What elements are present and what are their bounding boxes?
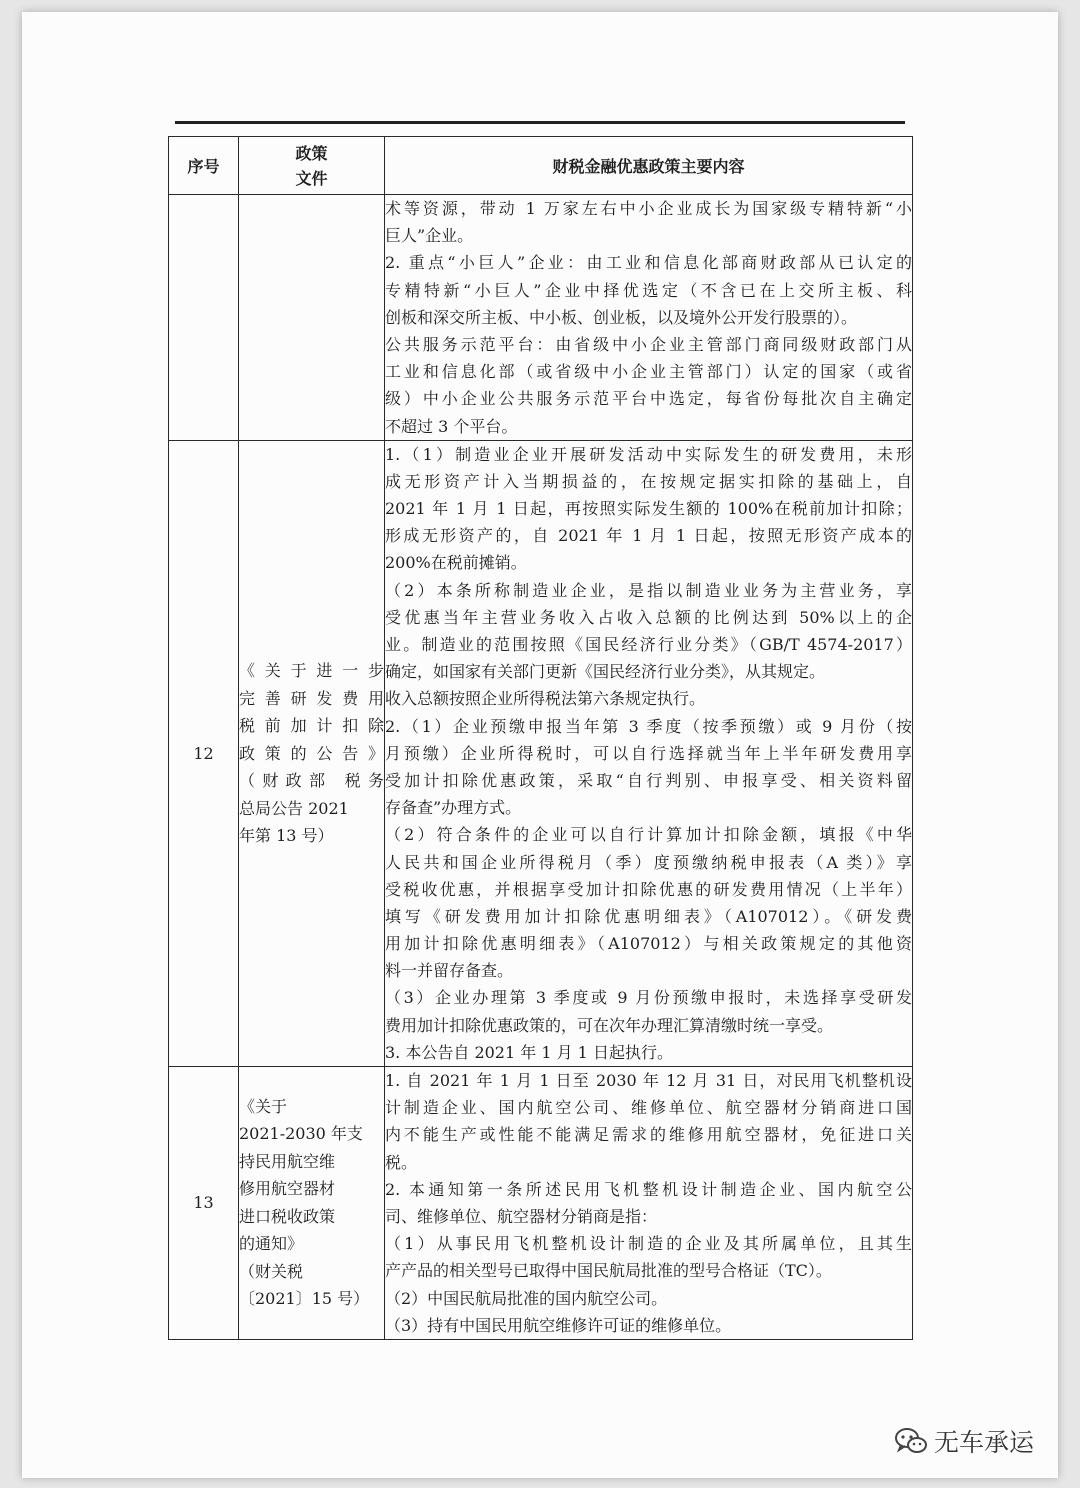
header-file-line: 文件	[295, 168, 328, 188]
content-line: 200%在税前摊销。	[385, 553, 527, 573]
policy-table	[168, 136, 913, 1340]
content-line: 级）中小企业公共服务示范平台中选定，每省份每批次自主确定	[385, 389, 912, 409]
policy-file-line: 《关于	[239, 1096, 288, 1116]
content-line: 专精特新“小巨人”企业中择优选定（不含已在上交所主板、科	[385, 280, 912, 300]
policy-file-line: 2021-2030 年支	[239, 1124, 363, 1144]
policy-file-line: 年第 13 号）	[239, 826, 334, 846]
content-line: 确定，如国家有关部门更新《国民经济行业分类》，从其规定。	[385, 662, 826, 682]
content-line: 受加计扣除优惠政策，采取“自行判别、申报享受、相关资料留	[385, 770, 912, 790]
policy-file-line: 政策的公告》	[239, 743, 384, 763]
content-line: 2. 重点“小巨人”企业：由工业和信息化部商财政部从已认定的	[385, 253, 912, 273]
content-line: 2021 年 1 月 1 日起，再按照实际发生额的 100%在税前加计扣除；	[385, 499, 912, 519]
policy-file-line: 完善研发费用	[239, 688, 384, 708]
content-line: （1）从事民用飞机整机设计制造的企业及其所属单位，且其生	[385, 1234, 912, 1254]
content-line: 填写《研发费用加计扣除优惠明细表》（A107012）。《研发费	[385, 906, 912, 926]
content-line: （2）本条所称制造业企业，是指以制造业业务为主营业务，享	[385, 580, 912, 600]
row-policy-file	[239, 440, 385, 1066]
table-row	[169, 195, 913, 441]
header-file-line: 政策	[295, 143, 328, 163]
content-line: 受优惠当年主营业务收入占收入总额的比例达到 50%以上的企	[385, 607, 912, 627]
content-line: 内不能生产或性能不能满足需求的维修用航空器材，免征进口关	[385, 1125, 912, 1145]
wechat-icon	[894, 1426, 928, 1456]
content-line: 税。	[385, 1152, 418, 1172]
content-line: （3）持有中国民用航空维修许可证的维修单位。	[385, 1315, 732, 1335]
row-seq	[169, 195, 239, 441]
content-line: 人民共和国企业所得税月（季）度预缴纳税申报表（A 类）》享	[385, 852, 912, 872]
content-line: 公共服务示范平台：由省级中小企业主管部门商同级财政部门从	[385, 334, 912, 354]
policy-file-line: 持民用航空维	[239, 1151, 336, 1171]
content-line: （2）中国民航局批准的国内航空公司。	[385, 1288, 668, 1308]
policy-file-line: 的通知》	[239, 1234, 304, 1254]
header-seq: 序号	[169, 137, 239, 195]
content-line: 1.（1）制造业企业开展研发活动中实际发生的研发费用，未形	[385, 444, 912, 464]
content-line: 存备查”办理方式。	[385, 798, 522, 818]
content-line: 2.（1）企业预缴申报当年第 3 季度（按季预缴）或 9 月份（按	[385, 716, 912, 736]
content-line: 受税收优惠，并根据享受加计扣除优惠的研发费用情况（上半年）	[385, 879, 912, 899]
content-line: （2）符合条件的企业可以自行计算加计扣除金额，填报《中华	[385, 825, 912, 845]
policy-file-line: （财政部 税务	[239, 771, 384, 791]
watermark	[894, 1424, 1034, 1458]
content-line: 费用加计扣除优惠政策的，可在次年办理汇算清缴时统一享受。	[385, 1015, 834, 1035]
content-line: 成无形资产计入当期损益的，在按规定据实扣除的基础上，自	[385, 471, 912, 491]
content-line: 术等资源，带动 1 万家左右中小企业成长为国家级专精特新“小	[385, 199, 912, 218]
policy-file-line: 《关于进一步	[239, 661, 384, 681]
content-line: 业。制造业的范围按照《国民经济行业分类》（GB/T 4574-2017）	[385, 635, 912, 654]
content-line: 收入总额按照企业所得税法第六条规定执行。	[385, 689, 706, 709]
table-row	[169, 440, 913, 1066]
content-line: 料一并留存备查。	[385, 961, 514, 981]
row-seq: 13	[169, 1067, 239, 1340]
content-line: （3）企业办理第 3 季度或 9 月份预缴申报时，未选择享受研发	[385, 988, 912, 1008]
table-row	[169, 1067, 913, 1340]
content-line: 不超过 3 个平台。	[385, 416, 518, 436]
content-line: 产产品的相关型号已取得中国民航局批准的型号合格证（TC）。	[385, 1261, 832, 1281]
content-line: 创板和深交所主板、中小板、创业板，以及境外公开发行股票的）。	[385, 307, 858, 327]
content-line: 计制造企业、国内航空公司、维修单位、航空器材分销商进口国	[385, 1098, 912, 1118]
top-rule	[175, 121, 905, 124]
content-line: 1. 自 2021 年 1 月 1 日至 2030 年 12 月 31 日，对民用飞机整机设	[385, 1071, 912, 1090]
content-line: 司、维修单位、航空器材分销商是指：	[385, 1206, 658, 1226]
row-content	[385, 440, 913, 1066]
content-line: 月预缴）企业所得税时，可以自行选择就当年上半年研发费用享	[385, 743, 912, 763]
row-policy-file	[239, 195, 385, 441]
table-header-row	[169, 137, 913, 195]
row-content	[385, 195, 913, 441]
policy-file-line: 税前加计扣除	[239, 716, 384, 736]
content-line: 工业和信息化部（或省级中小企业主管部门）认定的国家（或省	[385, 362, 912, 382]
content-line: 形成无形资产的，自 2021 年 1 月 1 日起，按照无形资产成本的	[385, 526, 912, 546]
policy-file-line: 〔2021〕15 号）	[239, 1289, 370, 1309]
header-file	[239, 137, 385, 195]
content-line: 2. 本通知第一条所述民用飞机整机设计制造企业、国内航空公	[385, 1179, 912, 1199]
content-line: 巨人”企业。	[385, 226, 474, 246]
watermark-text: 无车承运	[934, 1428, 1035, 1457]
policy-file-line: 进口税收政策	[239, 1206, 336, 1226]
header-content: 财税金融优惠政策主要内容	[385, 137, 913, 195]
content-line: 用加计扣除优惠明细表》（A107012）与相关政策规定的其他资	[385, 934, 912, 954]
row-seq: 12	[169, 440, 239, 1066]
policy-file-line: 修用航空器材	[239, 1179, 336, 1199]
row-policy-file	[239, 1067, 385, 1340]
row-content	[385, 1067, 913, 1340]
content-line: 3. 本公告自 2021 年 1 月 1 日起执行。	[385, 1042, 673, 1062]
policy-file-line: 总局公告 2021	[239, 798, 349, 818]
policy-file-line: （财关税	[239, 1261, 304, 1281]
